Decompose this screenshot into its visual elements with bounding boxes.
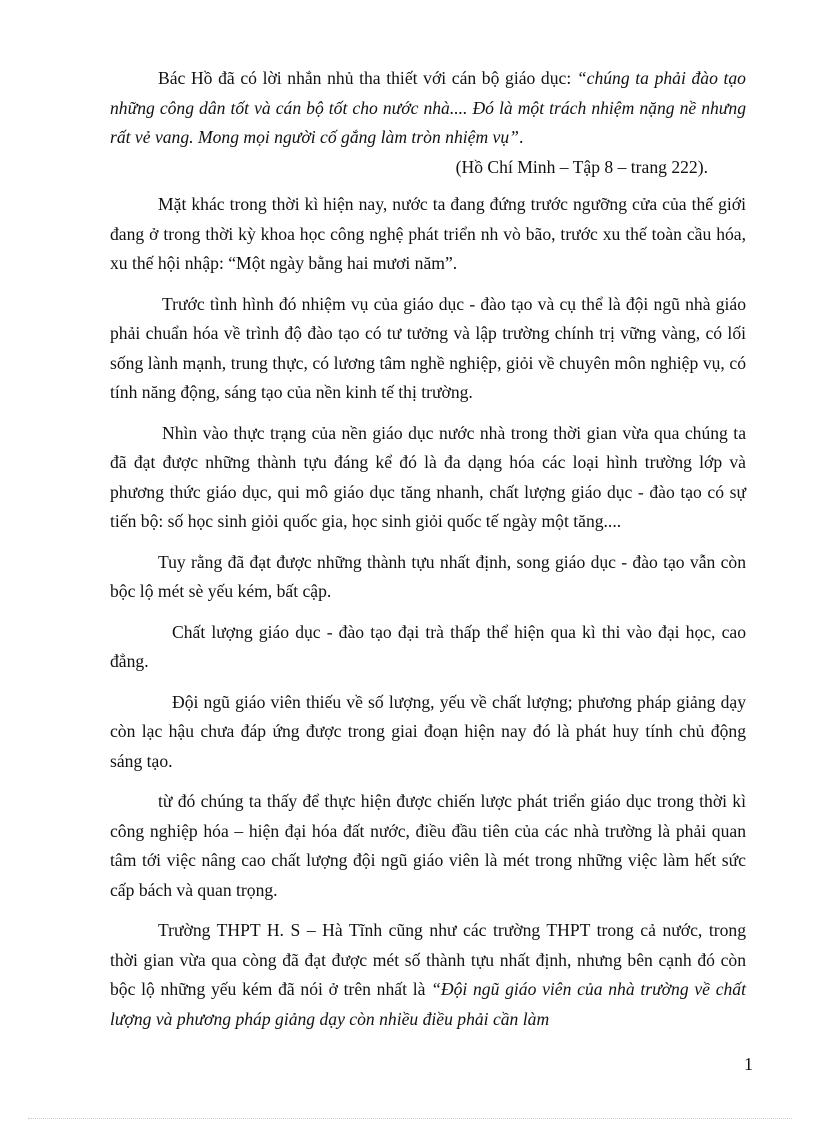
paragraph: Chất lượng giáo dục - đào tạo đại trà thấp thể hiện qua kì thi vào đại học, cao đẳng. [110, 621, 746, 671]
paragraph: Tuy rằng đã đạt được những thành tựu nhất định, song giáo dục - đào tạo vẫn còn bộc lộ mét sè yếu kém, bất cập. [110, 551, 746, 601]
paragraph-last-quote: “Đội ngũ giáo viên của nhà trường về chất lượng và phương pháp giảng dạy còn nhiều điều phải cần làm [110, 979, 746, 1029]
paragraph: Nhìn vào thực trạng của nền giáo dục nước nhà trong thời gian vừa qua chúng ta đã đạt được những thành tựu đáng kể đó là đa dạng hóa các loại hình trường lớp và phương thức giáo dục, qui mô giáo dục tăng nhanh, chất lượng giáo dục - đào tạo có sự tiến bộ: số học sinh giỏi quốc gia, học sinh giỏi quốc tế ngày một tăng.... [110, 422, 746, 531]
paragraph-intro [110, 64, 746, 153]
paragraph: từ đó chúng ta thấy để thực hiện được chiến lược phát triển giáo dục trong thời kì công nghiệp hóa – hiện đại hóa đất nước, điều đầu tiên của các nhà trường là phải quan tâm tới việc nâng cao chất lượng đội ngũ giáo viên là mét trong những việc làm hết sức cấp bách và quan trọng. [110, 791, 746, 900]
paragraph: Mặt khác trong thời kì hiện nay, nước ta đang đứng trước ngưỡng cửa của thế giới đang ở trong thời kỳ khoa học công nghệ phát triển nh vò bão, trước xu thế toàn cầu hóa, xu thế hội nhập: “Một ngày bằng hai mươi năm”. [110, 194, 746, 273]
page-number: 1 [744, 1054, 753, 1074]
paragraph-last-text: Trường THPT H. S – Hà Tĩnh cũng như các trường THPT trong cả nước, trong thời gian vừa qua còng đã đạt được mét số thành tựu nhất định, nhưng bên cạnh đó còn bộc lộ những yếu kém đã nói ở trên nhất là [110, 920, 746, 999]
ho-chi-minh-quote: “chúng ta phải đào tạo những công dân tốt và cán bộ tốt cho nước nhà.... Đó là một trách nhiệm nặng nề nhưng rất vẻ vang. Mong mọi người cố gắng làm tròn nhiệm vụ” [110, 68, 746, 147]
citation: (Hồ Chí Minh – Tập 8 – trang 222). [455, 156, 708, 177]
page-bottom-divider [28, 1118, 792, 1119]
document-body [110, 64, 746, 1045]
paragraph-intro-tail: . [518, 127, 524, 147]
paragraph-intro-text: Bác Hồ đã có lời nhắn nhủ tha thiết với cán bộ giáo dục: [158, 68, 577, 88]
paragraph: Trước tình hình đó nhiệm vụ của giáo dục - đào tạo và cụ thể là đội ngũ nhà giáo phải chuẩn hóa về trình độ đào tạo có tư tưởng và lập trường chính trị vững vàng, có lối sống lành mạnh, trung thực, có lương tâm nghề nghiệp, giỏi về chuyên môn nghiệp vụ, có tính năng động, sáng tạo của nền kinh tế thị trường. [110, 293, 746, 402]
paragraph-last [110, 916, 746, 1034]
paragraph: Đội ngũ giáo viên thiếu về số lượng, yếu về chất lượng; phương pháp giảng dạy còn lạc hậu chưa đáp ứng được trong giai đoạn hiện nay đó là phát huy tính chủ động sáng tạo. [110, 691, 746, 771]
